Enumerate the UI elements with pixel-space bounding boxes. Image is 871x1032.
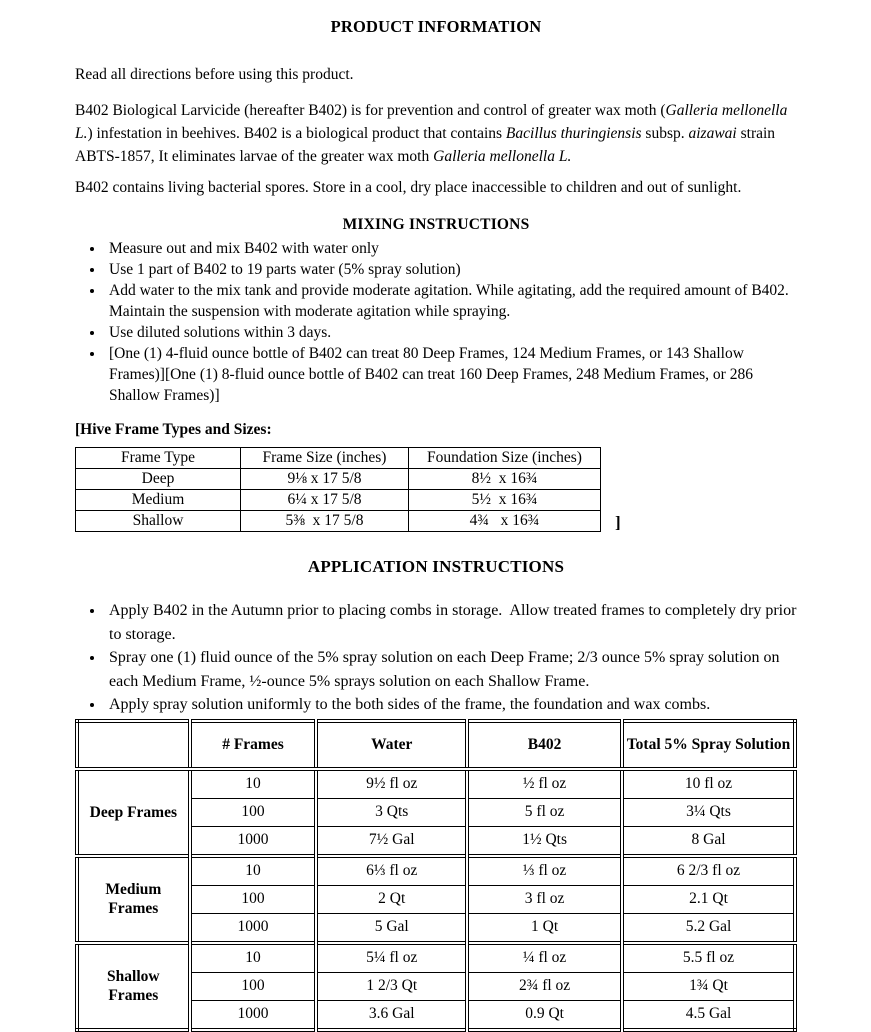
table-row — [76, 469, 601, 490]
storage-note: B402 contains living bacterial spores. Store in a cool, dry place inaccessible to children and out of sunlight. — [75, 179, 742, 196]
species-name-italic: Galleria mellonella L. — [433, 148, 572, 165]
table-row — [76, 511, 601, 532]
b402-cell: ¼ fl oz — [467, 943, 622, 973]
b402-cell: ½ fl oz — [467, 769, 622, 799]
bacteria-name-italic: Bacillus thuringiensis — [505, 125, 642, 142]
mixing-bullet-list — [75, 238, 797, 406]
frames-count-cell: 1000 — [190, 913, 317, 943]
hive-table-caption: [Hive Frame Types and Sizes: — [75, 421, 272, 438]
total-solution-cell: 2.1 Qt — [622, 885, 795, 913]
water-cell: 6⅓ fl oz — [316, 856, 467, 886]
mixing-instructions-heading: MIXING INSTRUCTIONS — [342, 216, 530, 233]
bullet-item: • Spray one (1) fluid ounce of the 5% spray solution on each Deep Frame; 2/3 ounce 5% spray solution on each Medium Frame, ½-ounce 5% sprays solution on each Shallow Frame. — [105, 646, 797, 693]
column-header: Frame Size (inches) — [241, 448, 409, 469]
frames-count-cell: 10 — [190, 769, 317, 799]
water-cell: 3.6 Gal — [316, 1000, 467, 1030]
foundation-size-cell: 4¾ x 16¾ — [409, 511, 601, 532]
column-header: Water — [316, 721, 467, 769]
table-row — [76, 490, 601, 511]
page-title: PRODUCT INFORMATION — [330, 17, 542, 36]
table-row — [77, 856, 795, 886]
bullet-item: • Apply B402 in the Autumn prior to placing combs in storage. Allow treated frames to completely dry prior to storage. — [105, 599, 797, 646]
subspecies-name-italic: aizawai — [688, 125, 737, 142]
description-segment: ) infestation in beehives. B402 is a biological product that contains — [87, 125, 506, 142]
column-header: B402 — [467, 721, 622, 769]
frames-count-cell: 100 — [190, 885, 317, 913]
table-header-row — [76, 448, 601, 469]
total-solution-cell: 6 2/3 fl oz — [622, 856, 795, 886]
application-bullet-list — [75, 599, 797, 717]
frame-size-cell: 5⅜ x 17 5/8 — [241, 511, 409, 532]
b402-cell: ⅓ fl oz — [467, 856, 622, 886]
frame-group-label: Deep Frames — [77, 769, 190, 856]
intro-text: Read all directions before using this product. — [75, 66, 354, 83]
table-row — [77, 943, 795, 973]
hive-frame-table — [75, 447, 601, 532]
foundation-size-cell: 8½ x 16¾ — [409, 469, 601, 490]
bullet-item: • Use diluted solutions within 3 days. — [105, 322, 797, 343]
column-header: Frame Type — [76, 448, 241, 469]
frames-count-cell: 1000 — [190, 1000, 317, 1030]
total-solution-cell: 1¾ Qt — [622, 972, 795, 1000]
frames-count-cell: 10 — [190, 943, 317, 973]
frames-count-cell: 100 — [190, 798, 317, 826]
hive-table-wrap — [75, 447, 797, 532]
table-header-row — [77, 721, 795, 769]
closing-bracket: ] — [615, 513, 621, 532]
b402-cell: 1 Qt — [467, 913, 622, 943]
frame-type-cell: Deep — [76, 469, 241, 490]
frame-size-cell: 9⅛ x 17 5/8 — [241, 469, 409, 490]
bullet-item: • Use 1 part of B402 to 19 parts water (5% spray solution) — [105, 259, 797, 280]
column-header: Total 5% Spray Solution — [622, 721, 795, 769]
bullet-item: • Measure out and mix B402 with water only — [105, 238, 797, 259]
description-segment: subsp. — [641, 125, 689, 142]
bullet-item: • [One (1) 4-fluid ounce bottle of B402 can treat 80 Deep Frames, 124 Medium Frames, or 143 Shallow Frames)][One (1) 8-fluid ounce bottle of B402 can treat 160 Deep Frames, 248 Medium Frames, or 286 Shallow Frames)] — [105, 343, 797, 406]
frame-size-cell: 6¼ x 17 5/8 — [241, 490, 409, 511]
total-solution-cell: 3¼ Qts — [622, 798, 795, 826]
bullet-item: • Apply spray solution uniformly to the both sides of the frame, the foundation and wax combs. — [105, 693, 797, 717]
water-cell: 1 2/3 Qt — [316, 972, 467, 1000]
frame-type-cell: Medium — [76, 490, 241, 511]
water-cell: 2 Qt — [316, 885, 467, 913]
foundation-size-cell: 5½ x 16¾ — [409, 490, 601, 511]
b402-cell: 0.9 Qt — [467, 1000, 622, 1030]
water-cell: 9½ fl oz — [316, 769, 467, 799]
empty-header-cell — [77, 721, 190, 769]
column-header: # Frames — [190, 721, 317, 769]
water-cell: 5 Gal — [316, 913, 467, 943]
water-cell: 3 Qts — [316, 798, 467, 826]
frames-count-cell: 100 — [190, 972, 317, 1000]
description-segment: strain ABTS-1857, It eliminates larvae of the greater wax moth — [75, 125, 776, 165]
bullet-item: • Add water to the mix tank and provide moderate agitation. While agitating, add the required amount of B402. Maintain the suspension with moderate agitation while spraying. — [105, 280, 797, 322]
frames-count-cell: 1000 — [190, 826, 317, 856]
column-header: Foundation Size (inches) — [409, 448, 601, 469]
total-solution-cell: 5.2 Gal — [622, 913, 795, 943]
total-solution-cell: 10 fl oz — [622, 769, 795, 799]
application-instructions-heading: APPLICATION INSTRUCTIONS — [307, 557, 565, 576]
application-rate-table — [75, 719, 797, 1032]
total-solution-cell: 4.5 Gal — [622, 1000, 795, 1030]
description-segment: B402 Biological Larvicide (hereafter B402) is for prevention and control of greater wax moth ( — [75, 102, 666, 119]
b402-cell: 5 fl oz — [467, 798, 622, 826]
product-description — [75, 99, 797, 168]
b402-cell: 1½ Qts — [467, 826, 622, 856]
frame-group-label: Shallow Frames — [77, 943, 190, 1030]
total-solution-cell: 8 Gal — [622, 826, 795, 856]
table-row — [77, 769, 795, 799]
frame-type-cell: Shallow — [76, 511, 241, 532]
water-cell: 7½ Gal — [316, 826, 467, 856]
species-name-italic: Galleria mellonella L. — [75, 102, 788, 142]
frame-group-label: Medium Frames — [77, 856, 190, 943]
total-solution-cell: 5.5 fl oz — [622, 943, 795, 973]
b402-cell: 3 fl oz — [467, 885, 622, 913]
water-cell: 5¼ fl oz — [316, 943, 467, 973]
b402-cell: 2¾ fl oz — [467, 972, 622, 1000]
frames-count-cell: 10 — [190, 856, 317, 886]
